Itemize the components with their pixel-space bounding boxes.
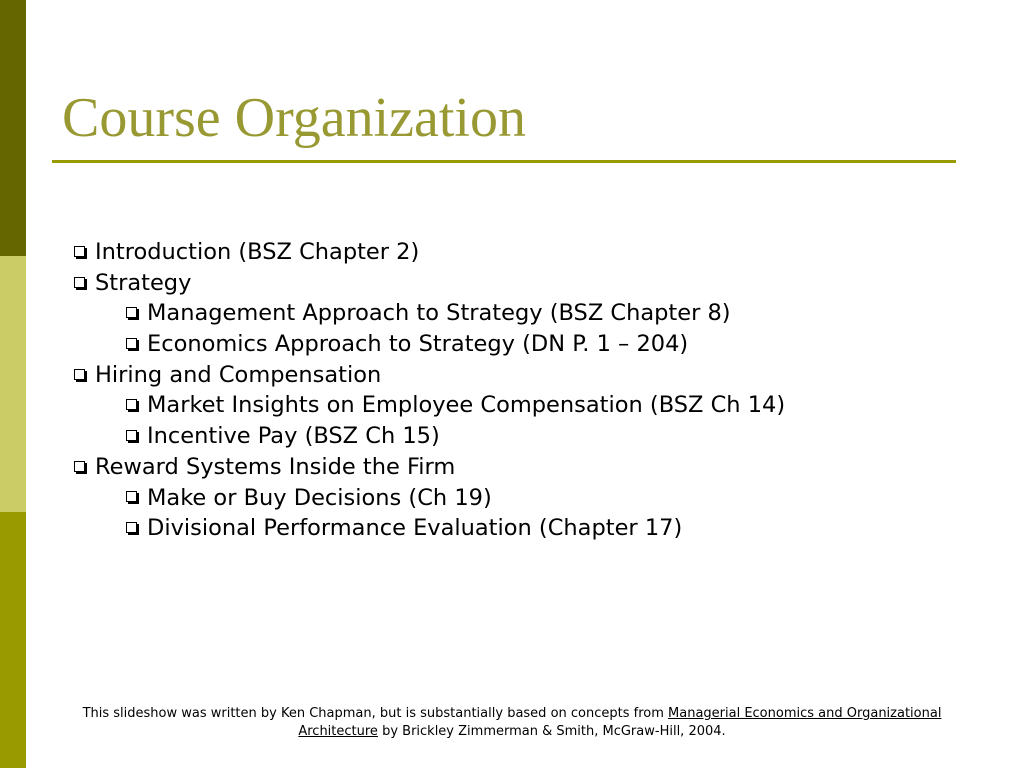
bullet-text: Economics Approach to Strategy (DN P. 1 – 204)	[147, 331, 689, 358]
sub-bullet-item	[72, 298, 785, 329]
sub-bullet-item	[72, 513, 785, 544]
square-bullet-icon	[126, 338, 137, 349]
sub-bullet-item	[72, 390, 785, 421]
sub-bullet-item	[72, 483, 785, 514]
sidebar-band-middle	[0, 256, 26, 512]
sidebar-band-bottom	[0, 512, 26, 768]
bullet-text: Introduction (BSZ Chapter 2)	[95, 239, 420, 265]
bullet-item	[72, 360, 785, 391]
square-bullet-icon	[126, 491, 137, 502]
decorative-sidebar	[0, 0, 26, 768]
bullet-text: Incentive Pay (BSZ Ch 15)	[147, 423, 440, 450]
bullet-text: Strategy	[95, 269, 192, 296]
bullet-text: Market Insights on Employee Compensation (BSZ Ch 14)	[147, 392, 786, 419]
bullet-item	[72, 452, 785, 483]
bullet-item	[72, 268, 785, 299]
sub-bullet-item	[72, 329, 785, 360]
title-underline-rule	[52, 160, 956, 163]
bullet-list	[72, 237, 785, 544]
bullet-text: Reward Systems Inside the Firm	[95, 453, 456, 480]
sub-bullet-item	[72, 421, 785, 452]
footnote-book-title: Managerial Economics and Organizational Architecture	[298, 706, 942, 739]
square-bullet-icon	[126, 522, 137, 533]
bullet-text: Make or Buy Decisions (Ch 19)	[147, 484, 492, 511]
bullet-text: Divisional Performance Evaluation (Chapter 17)	[147, 515, 683, 542]
bullet-item	[72, 237, 785, 268]
footnote-prefix: This slideshow was written by Ken Chapman, but is substantially based on concepts from	[82, 706, 669, 721]
square-bullet-icon	[74, 246, 85, 257]
bullet-text: Hiring and Compensation	[95, 361, 382, 388]
square-bullet-icon	[74, 461, 85, 472]
sidebar-band-top	[0, 0, 26, 256]
square-bullet-icon	[74, 369, 85, 380]
square-bullet-icon	[74, 277, 85, 288]
square-bullet-icon	[126, 399, 137, 410]
bullet-text: Management Approach to Strategy (BSZ Chapter 8)	[147, 300, 731, 327]
slide-title: Course Organization	[62, 87, 526, 149]
footnote-suffix: by Brickley Zimmerman & Smith, McGraw-Hill, 2004.	[377, 723, 726, 739]
square-bullet-icon	[126, 430, 137, 441]
square-bullet-icon	[126, 307, 137, 318]
footnote	[80, 705, 944, 740]
